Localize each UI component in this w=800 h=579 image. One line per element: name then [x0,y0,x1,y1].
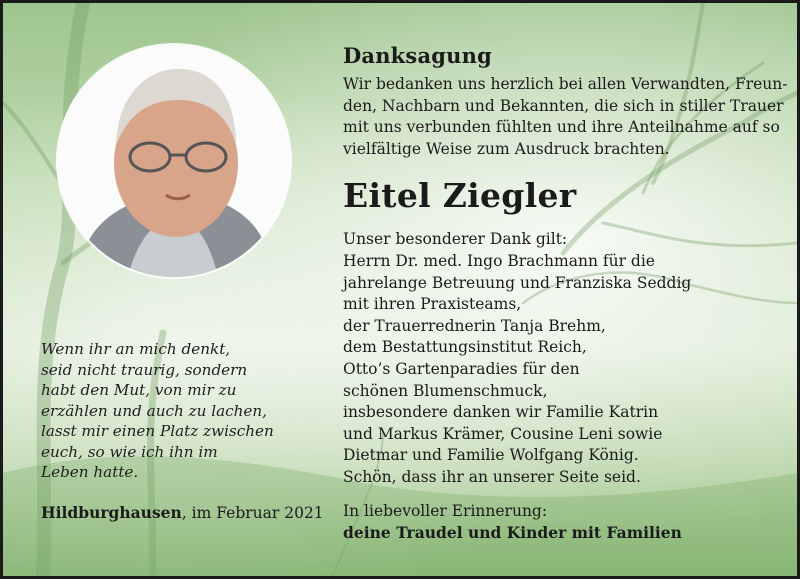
thanks-line: insbesondere danken wir Familie Katrin [343,403,659,422]
poem-line: habt den Mut, von mir zu [41,381,237,399]
thanks-line: Unser besonderer Dank gilt: [343,230,568,249]
family-signature: deine Traudel und Kinder mit Familien [343,522,682,542]
thanks-line: jahrelange Betreuung und Franziska Seddig [343,273,692,292]
thanks-line: und Markus Krämer, Cousine Leni sowie [343,424,663,443]
thanks-line: schönen Blumenschmuck, [343,381,548,400]
poem-line: lasst mir einen Platz zwischen [41,422,274,440]
intro-line: vielfältige Weise zum Ausdruck brachten. [343,139,670,158]
place-and-date [41,503,324,522]
heading: Danksagung [343,43,492,68]
date-text: , im Februar 2021 [181,504,324,522]
portrait-photo [58,45,290,277]
intro-line: mit uns verbunden fühlten und ihre Anteilnahme auf so [343,118,780,137]
thanks-column [343,43,788,543]
thanks-line: der Trauerrednerin Tanja Brehm, [343,316,606,335]
thanks-line: Otto’s Gartenparadies für den [343,359,580,378]
poem-line: erzählen und auch zu lachen, [41,401,268,420]
intro-line: den, Nachbarn und Bekannten, die sich in stiller Trauer [343,96,784,115]
thanks-text [343,229,763,488]
thanks-line: dem Bestattungsinstitut Reich, [343,338,587,357]
poem-line: seid nicht traurig, sondern [41,360,248,379]
poem-line: euch, so wie ich ihn im [41,442,218,461]
thanks-line: mit ihren Praxisteams, [343,295,522,314]
portrait-illustration [58,45,290,277]
thanks-line: Herrn Dr. med. Ingo Brachmann für die [343,251,655,270]
poem [41,339,291,483]
intro-line: Wir bedanken uns herzlich bei allen Verwandten, Freun- [343,75,788,93]
thanks-line: Dietmar und Familie Wolfgang König. [343,446,639,465]
intro-text [343,74,788,160]
thanks-line: Schön, dass ihr an unserer Seite seid. [343,467,641,486]
closing [343,501,763,543]
closing-line: In liebevoller Erinnerung: [343,501,548,520]
poem-line: Wenn ihr an mich denkt, [41,340,231,358]
place-name: Hildburghausen [41,503,182,522]
poem-line: Leben hatte. [41,463,139,481]
deceased-name: Eitel Ziegler [343,176,577,216]
